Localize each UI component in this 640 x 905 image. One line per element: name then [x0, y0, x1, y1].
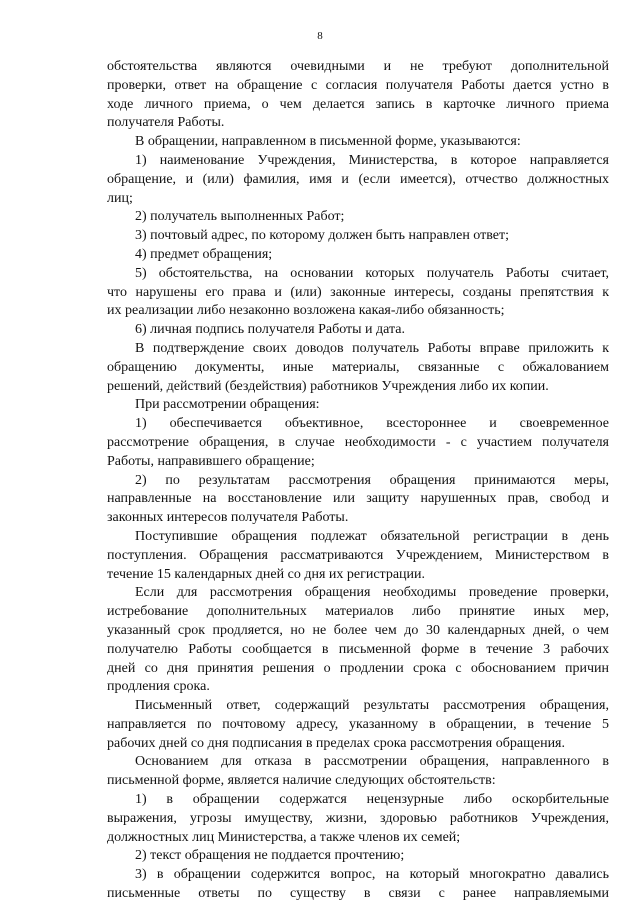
text-line: получателю Работы сообщается в письменной форме в течение 3 рабочих	[107, 641, 609, 657]
text-line: направляется по почтовому адресу, указанному в обращении, в течение 5	[107, 716, 609, 732]
text-line: 6) личная подпись получателя Работы и дата.	[135, 322, 405, 338]
text-line: Основанием для отказа в рассмотрении обращения, направленного в	[135, 754, 609, 770]
text-line: письменные ответы по существу в связи с ранее направляемыми	[107, 886, 609, 902]
text-line: обстоятельства являются очевидными и не требуют дополнительной	[107, 59, 609, 74]
text-line: продления срока.	[107, 679, 210, 695]
text-line: должностных лиц Министерства, а также членов их семей;	[107, 829, 461, 845]
text-line: письменной форме, является наличие следующих обстоятельств:	[107, 773, 496, 789]
text-line: В обращении, направленном в письменной форме, указываются:	[135, 134, 521, 150]
text-line: обращение, и (или) фамилия, имя и (если имеется), отчество должностных	[107, 171, 609, 187]
text-line: дней со дня принятия решения о продлении срока с обоснованием причин	[107, 660, 609, 676]
text-line: рабочих дней со дня подписания в пределах срока рассмотрения обращения.	[107, 735, 566, 751]
text-line: В подтверждение своих доводов получатель Работы вправе приложить к	[135, 340, 609, 356]
text-line: рассмотрение обращения, в случае необходимости - с участием получателя	[107, 434, 609, 450]
text-line: указанный срок продляется, но не более чем до 30 календарных дней, о чем	[107, 622, 609, 638]
text-line: Работы, направившего обращение;	[107, 453, 315, 469]
text-line: 3) в обращении содержится вопрос, на который многократно давались	[135, 867, 609, 883]
text-line: Если для рассмотрения обращения необходимы проведение проверки,	[135, 585, 609, 601]
text-line: 1) обеспечивается объективное, всестороннее и своевременное	[135, 416, 609, 432]
text-line: что нарушены его права и (или) законные интересы, созданы препятствия к	[107, 284, 609, 300]
text-line: лиц;	[107, 190, 133, 206]
text-line: проверки, ответ на обращение с согласия получателя Работы дается устно в	[107, 77, 609, 93]
text-line: 1) в обращении содержатся нецензурные либо оскорбительные	[135, 792, 609, 808]
text-line: 2) получатель выполненных Работ;	[135, 209, 345, 225]
document-body	[107, 58, 609, 904]
text-line: истребование дополнительных материалов либо принятие иных мер,	[107, 604, 609, 620]
page-number: 8	[317, 30, 323, 42]
text-line: поступления. Обращения рассматриваются Учреждением, Министерством в	[107, 547, 609, 563]
text-line: законных интересов получателя Работы.	[107, 510, 349, 526]
text-line: 2) текст обращения не поддается прочтению;	[135, 848, 405, 864]
text-line: ходе личного приема, о чем делается запись в карточке личного приема	[107, 96, 609, 112]
text-line: решений, действий (бездействия) работников Учреждения либо их копии.	[107, 378, 549, 394]
text-line: получателя Работы.	[107, 115, 225, 131]
text-line: 2) по результатам рассмотрения обращения принимаются меры,	[135, 472, 609, 488]
text-line: 3) почтовый адрес, по которому должен быть направлен ответ;	[135, 228, 509, 244]
text-line: их реализации либо незаконно возложена какая-либо обязанность;	[107, 303, 505, 319]
text-line: 4) предмет обращения;	[135, 246, 273, 262]
text-line: Письменный ответ, содержащий результаты рассмотрения обращения,	[135, 698, 609, 714]
text-line: течение 15 календарных дней со дня их регистрации.	[107, 566, 426, 582]
text-line: При рассмотрении обращения:	[135, 397, 320, 413]
text-line: Поступившие обращения подлежат обязательной регистрации в день	[135, 528, 609, 544]
text-line: обращению документы, иные материалы, связанные с обжалованием	[107, 359, 609, 375]
text-line: направленные на восстановление или защиту нарушенных прав, свобод и	[107, 491, 609, 507]
text-line: выражения, угрозы имуществу, жизни, здоровью работников Учреждения,	[107, 810, 609, 826]
text-line: 5) обстоятельства, на основании которых получатель Работы считает,	[135, 265, 609, 281]
text-line: 1) наименование Учреждения, Министерства, в которое направляется	[135, 152, 609, 168]
